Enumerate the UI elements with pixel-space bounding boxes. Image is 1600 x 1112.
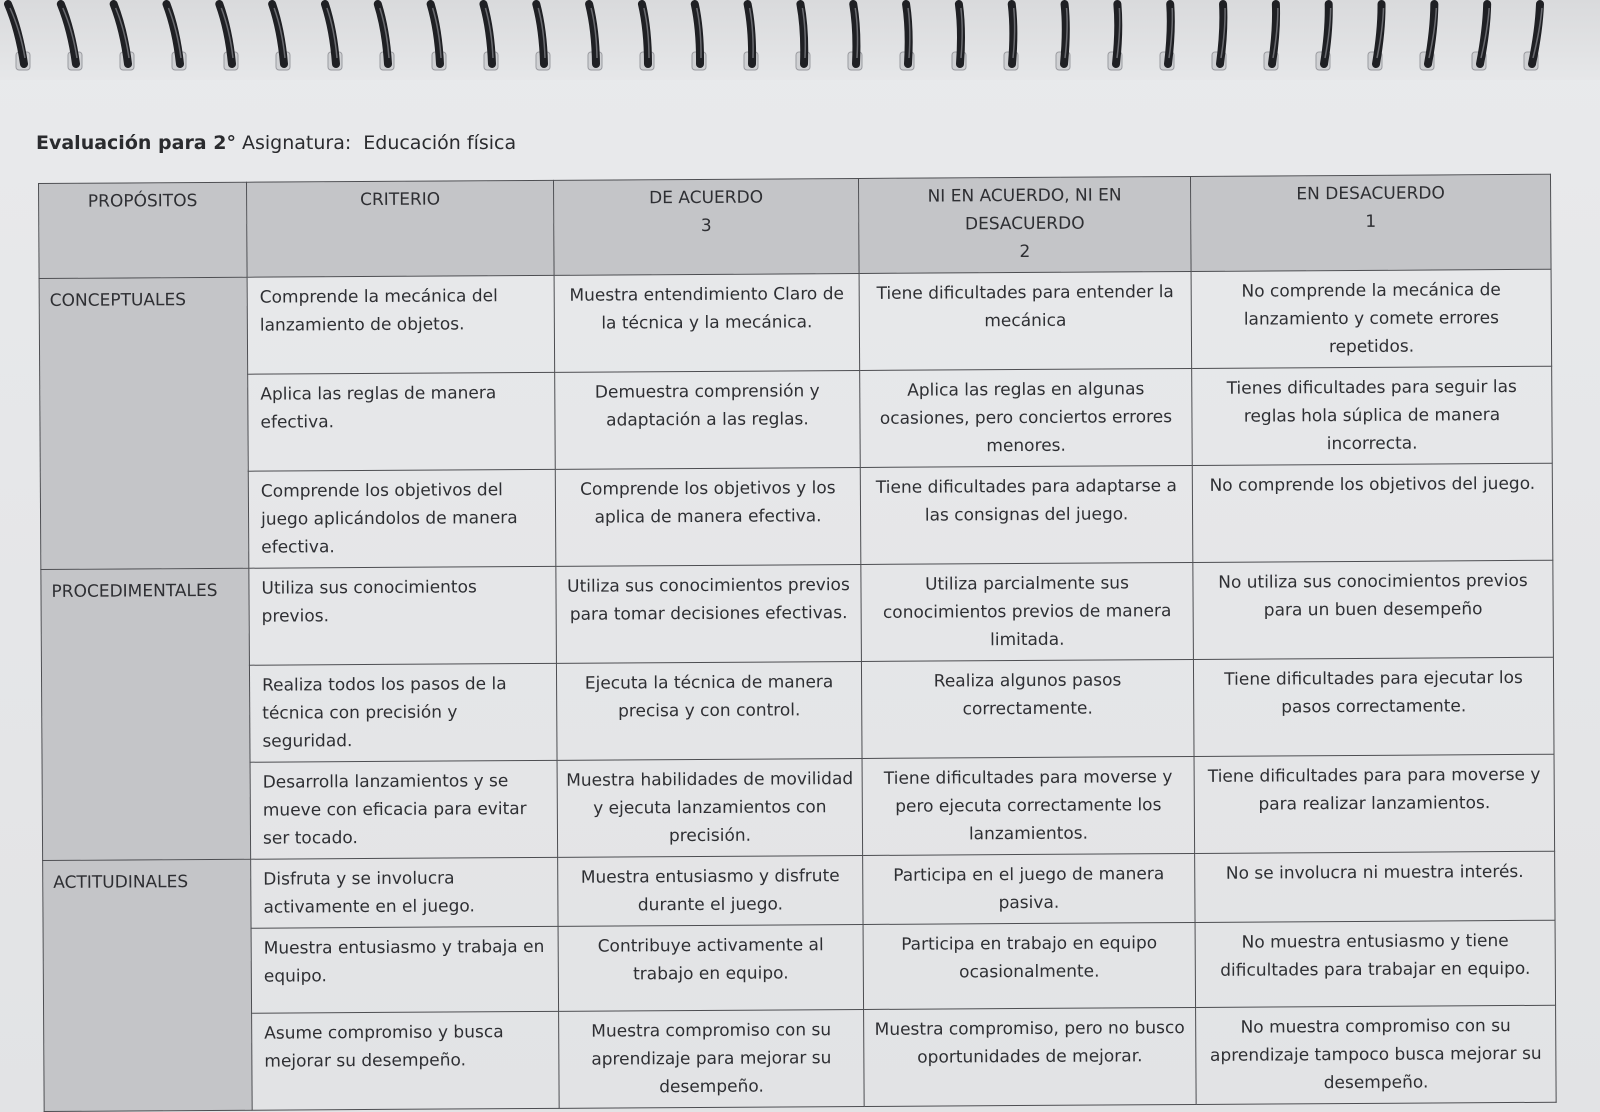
title-grade: Evaluación para 2° — [36, 132, 236, 154]
spiral-coil — [114, 4, 134, 70]
criterio-cell: Aplica las reglas de manera efectiva. — [248, 372, 556, 471]
col-header-de-acuerdo: DE ACUERDO 3 — [553, 178, 859, 275]
spiral-coil — [61, 4, 82, 70]
spiral-coil — [1368, 4, 1384, 70]
de-acuerdo-cell: Demuestra comprensión y adaptación a las reglas. — [555, 370, 861, 469]
spiral-coil — [1108, 4, 1122, 70]
table-row — [40, 366, 1553, 472]
criterio-cell: Utiliza sus conocimientos previos. — [249, 566, 557, 665]
spiral-coil — [219, 4, 238, 70]
spiral-coil — [166, 4, 186, 70]
desacuerdo-cell: No utiliza sus conocimientos previos para un buen desempeño — [1193, 560, 1554, 659]
de-acuerdo-cell: Muestra entendimiento Claro de la técnica y la mecánica. — [554, 273, 860, 372]
table-row — [44, 1005, 1557, 1111]
spiral-coil — [796, 4, 810, 70]
purpose-procedimentales: PROCEDIMENTALES — [41, 568, 251, 860]
spiral-coil — [8, 4, 30, 70]
desacuerdo-cell: No muestra compromiso con su aprendizaje tampoco busca mejorar su desempeño. — [1196, 1005, 1557, 1104]
spiral-coil — [900, 4, 914, 70]
table-row — [39, 269, 1552, 375]
spiral-coil — [1524, 4, 1542, 70]
table-row — [40, 463, 1553, 569]
spiral-coil — [848, 4, 862, 70]
page-title — [36, 132, 516, 154]
spiral-coil — [640, 4, 654, 70]
spiral-coil — [744, 4, 758, 70]
de-acuerdo-cell: Muestra entusiasmo y disfrute durante el juego. — [558, 855, 863, 926]
purpose-actitudinales: ACTITUDINALES — [43, 859, 253, 1111]
spiral-binding-graphic — [0, 0, 1600, 80]
spiral-coil — [378, 4, 394, 70]
spiral-coil — [588, 4, 602, 70]
score-1: 1 — [1365, 211, 1377, 232]
criterio-cell: Disfruta y se involucra activamente en el juego. — [251, 857, 558, 928]
spiral-coil — [1212, 4, 1226, 70]
col-header-propositos: PROPÓSITOS — [39, 182, 248, 278]
table-row — [41, 560, 1554, 666]
de-acuerdo-cell: Muestra habilidades de movilidad y ejecuta lanzamientos con precisión. — [557, 758, 863, 857]
rubric-table — [38, 174, 1557, 1112]
spiral-coil — [1160, 4, 1174, 70]
spiral-coil — [1316, 4, 1331, 70]
spiral-coil — [483, 4, 498, 70]
spiral-coil — [1472, 4, 1489, 70]
table-row — [43, 920, 1555, 1014]
title-subject-label: Asignatura: — [241, 132, 352, 154]
spiral-coil — [272, 4, 290, 70]
de-acuerdo-cell: Utiliza sus conocimientos previos para tomar decisiones efectivas. — [556, 564, 862, 663]
criterio-cell: Realiza todos los pasos de la técnica con precisión y seguridad. — [249, 663, 557, 762]
col-header-criterio: CRITERIO — [246, 180, 554, 277]
criterio-cell: Comprende la mecánica del lanzamiento de objetos. — [247, 275, 555, 374]
spiral-coil — [1264, 4, 1278, 70]
spiral-coil — [952, 4, 966, 70]
col-header-ni-en-acuerdo: NI EN ACUERDO, NI EN DESACUERDO 2 — [858, 176, 1191, 273]
purpose-conceptuales: CONCEPTUALES — [39, 277, 249, 569]
score-2: 2 — [1019, 241, 1031, 263]
header-row — [39, 174, 1552, 278]
score-3: 3 — [700, 215, 712, 236]
col-header-en-desacuerdo: EN DESACUERDO 1 — [1190, 174, 1551, 271]
desacuerdo-cell: Tiene dificultades para para moverse y para realizar lanzamientos. — [1194, 754, 1555, 853]
criterio-cell: Muestra entusiasmo y trabaja en equipo. — [251, 926, 559, 1013]
ni-cell: Utiliza parcialmente sus conocimientos previos de manera limitada. — [861, 562, 1194, 661]
de-acuerdo-cell: Comprende los objetivos y los aplica de manera efectiva. — [555, 467, 861, 566]
ni-cell: Muestra compromiso, pero no busco oportunidades de mejorar. — [864, 1007, 1197, 1106]
ni-cell: Participa en trabajo en equipo ocasionalmente. — [863, 922, 1196, 1009]
criterio-cell: Desarrolla lanzamientos y se mueve con eficacia para evitar ser tocado. — [250, 760, 558, 859]
desacuerdo-cell: Tiene dificultades para ejecutar los pasos correctamente. — [1193, 657, 1554, 756]
spiral-coil — [1056, 4, 1070, 70]
spiral-coil — [692, 4, 706, 70]
ni-cell: Tiene dificultades para entender la mecánica — [859, 271, 1192, 370]
spiral-coil — [431, 4, 446, 70]
desacuerdo-cell: No se involucra ni muestra interés. — [1195, 851, 1555, 922]
table-row — [42, 754, 1555, 860]
title-subject: Educación física — [363, 132, 517, 154]
table-row — [41, 657, 1554, 763]
ni-cell: Tiene dificultades para moverse y pero ejecuta correctamente los lanzamientos. — [862, 756, 1195, 855]
spiral-coil — [1420, 4, 1436, 70]
ni-cell: Tiene dificultades para adaptarse a las consignas del juego. — [860, 465, 1193, 564]
ni-cell: Realiza algunos pasos correctamente. — [861, 659, 1194, 758]
table-row — [43, 851, 1555, 929]
de-acuerdo-cell: Contribuye activamente al trabajo en equipo. — [558, 924, 864, 1011]
de-acuerdo-cell: Muestra compromiso con su aprendizaje para mejorar su desempeño. — [559, 1009, 865, 1108]
criterio-cell: Comprende los objetivos del juego aplicándolos de manera efectiva. — [248, 469, 556, 568]
spiral-binding — [0, 0, 1600, 80]
desacuerdo-cell: Tienes dificultades para seguir las reglas hola súplica de manera incorrecta. — [1192, 366, 1553, 465]
desacuerdo-cell: No comprende los objetivos del juego. — [1192, 463, 1553, 562]
spiral-coil — [1004, 4, 1018, 70]
de-acuerdo-cell: Ejecuta la técnica de manera precisa y con control. — [556, 661, 862, 760]
criterio-cell: Asume compromiso y busca mejorar su desempeño. — [252, 1011, 560, 1110]
spiral-coil — [325, 4, 342, 70]
ni-cell: Aplica las reglas en algunas ocasiones, pero conciertos errores menores. — [860, 368, 1193, 467]
ni-cell: Participa en el juego de manera pasiva. — [863, 853, 1195, 924]
desacuerdo-cell: No comprende la mecánica de lanzamiento y comete errores repetidos. — [1191, 269, 1552, 368]
spiral-coil — [536, 4, 550, 70]
desacuerdo-cell: No muestra entusiasmo y tiene dificultades para trabajar en equipo. — [1195, 920, 1556, 1007]
